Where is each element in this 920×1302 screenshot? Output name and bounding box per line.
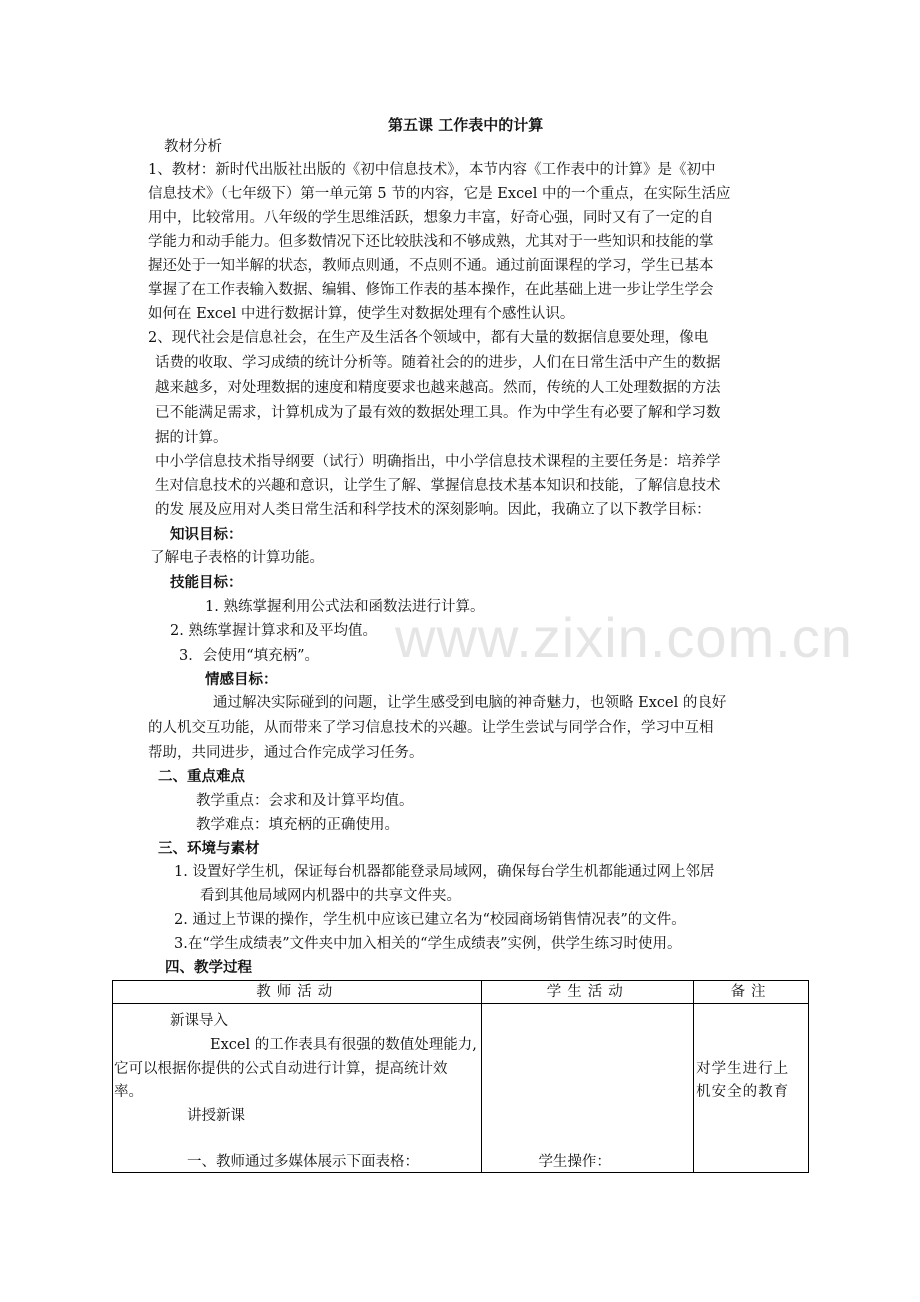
sec2-item: 教学重点：会求和及计算平均值。 — [196, 793, 414, 809]
p1-line: 1、教材：新时代出版社出版的《初中信息技术》，本节内容《工作表中的计算》是《初中 — [148, 162, 716, 178]
p2-line: 越来越多，对处理数据的速度和精度要求也越来越高。然而，传统的人工处理数据的方法 — [155, 380, 721, 396]
sec2-item: 教学难点：填充柄的正确使用。 — [196, 817, 399, 833]
teacher-cell — [113, 1004, 482, 1173]
student-cell — [482, 1004, 694, 1173]
sec3-item: 看到其他局域网内机器中的共享文件夹。 — [200, 888, 461, 904]
p2-line: 据的计算。 — [155, 430, 228, 446]
knowledge-heading: 知识目标： — [170, 526, 243, 543]
section-label: 教材分析 — [164, 139, 222, 155]
cell-line: 机安全的教育 — [696, 1084, 790, 1100]
sec3-heading: 三、环境与素材 — [158, 840, 260, 857]
sec4-heading: 四、教学过程 — [165, 959, 252, 976]
table-header-row — [113, 981, 809, 1004]
p1-line: 掌握了在工作表输入数据、编辑、修饰工作表的基本操作，在此基础上进一步让学生学会 — [148, 282, 714, 298]
cell-line: Excel 的工作表具有很强的数值处理能力, — [210, 1037, 477, 1053]
p1-line: 信息技术》（七年级下）第一单元第 5 节的内容，它是 Excel 中的一个重点，在实际生活应 — [148, 186, 731, 202]
watermark: www.zixin.com.cn — [395, 606, 853, 669]
table-row — [113, 1004, 809, 1173]
cell-line: 一、教师通过多媒体展示下面表格： — [187, 1154, 419, 1170]
emotion-heading: 情感目标： — [205, 671, 278, 688]
emotion-line: 帮助，共同进步，通过合作完成学习任务。 — [148, 745, 424, 761]
cell-line: 学生操作： — [538, 1154, 611, 1170]
header-note: 备注 — [694, 981, 809, 1004]
cell-line: 率。 — [114, 1084, 143, 1100]
header-teacher: 教师活动 — [113, 981, 482, 1004]
sec3-item: 3.在“学生成绩表”文件夹中加入相关的“学生成绩表”实例，供学生练习时使用。 — [174, 936, 682, 952]
skill-item: 2. 熟练掌握计算求和及平均值。 — [170, 623, 377, 639]
process-table — [112, 980, 809, 1173]
p2-line: 已不能满足需求，计算机成为了最有效的数据处理工具。作为中学生有必要了解和学习数 — [155, 405, 721, 421]
knowledge-text: 了解电子表格的计算功能。 — [150, 550, 324, 566]
p1-line: 用中，比较常用。八年级的学生思维活跃，想象力丰富，好奇心强，同时又有了一定的自 — [148, 210, 714, 226]
cell-line: 新课导入 — [170, 1013, 228, 1029]
skill-item: 3．会使用“填充柄”。 — [179, 648, 320, 664]
doc-title: 第五课 工作表中的计算 — [388, 116, 544, 134]
cell-line: 它可以根据你提供的公式自动进行计算，提高统计效 — [114, 1061, 448, 1077]
cell-line: 讲授新课 — [187, 1108, 245, 1124]
header-student: 学生活动 — [482, 981, 694, 1004]
note-cell — [694, 1004, 809, 1173]
p3-line: 中小学信息技术指导纲要（试行）明确指出，中小学信息技术课程的主要任务是：培养学 — [155, 454, 721, 470]
emotion-line: 的人机交互功能，从而带来了学习信息技术的兴趣。让学生尝试与同学合作，学习中互相 — [148, 720, 714, 736]
sec2-heading: 二、重点难点 — [158, 768, 245, 785]
p2-line: 话费的收取、学习成绩的统计分析等。随着社会的的进步，人们在日常生活中产生的数据 — [155, 355, 721, 371]
p2-line: 2、现代社会是信息社会，在生产及生活各个领域中，都有大量的数据信息要处理，像电 — [148, 330, 709, 346]
skill-item: 1. 熟练掌握利用公式法和函数法进行计算。 — [205, 599, 485, 615]
p3-line: 的发 展及应用对人类日常生活和科学技术的深刻影响。因此，我确立了以下教学目标： — [155, 502, 711, 518]
sec3-item: 2. 通过上节课的操作，学生机中应该已建立名为“校园商场销售情况表”的文件。 — [174, 912, 686, 928]
p1-line: 握还处于一知半解的状态，教师点则通，不点则不通。通过前面课程的学习，学生已基本 — [148, 258, 714, 274]
p1-line: 如何在 Excel 中进行数据计算，使学生对数据处理有个感性认识。 — [148, 306, 575, 322]
emotion-line: 通过解决实际碰到的问题，让学生感受到电脑的神奇魅力，也领略 Excel 的良好 — [213, 695, 727, 711]
p3-line: 生对信息技术的兴趣和意识，让学生了解、掌握信息技术基本知识和技能，了解信息技术 — [155, 478, 721, 494]
sec3-item: 1. 设置好学生机，保证每台机器都能登录局域网，确保每台学生机都能通过网上邻居 — [174, 864, 715, 880]
p1-line: 学能力和动手能力。但多数情况下还比较肤浅和不够成熟，尤其对于一些知识和技能的掌 — [148, 234, 714, 250]
skill-heading: 技能目标： — [170, 574, 243, 591]
cell-line: 对学生进行上 — [696, 1061, 790, 1077]
